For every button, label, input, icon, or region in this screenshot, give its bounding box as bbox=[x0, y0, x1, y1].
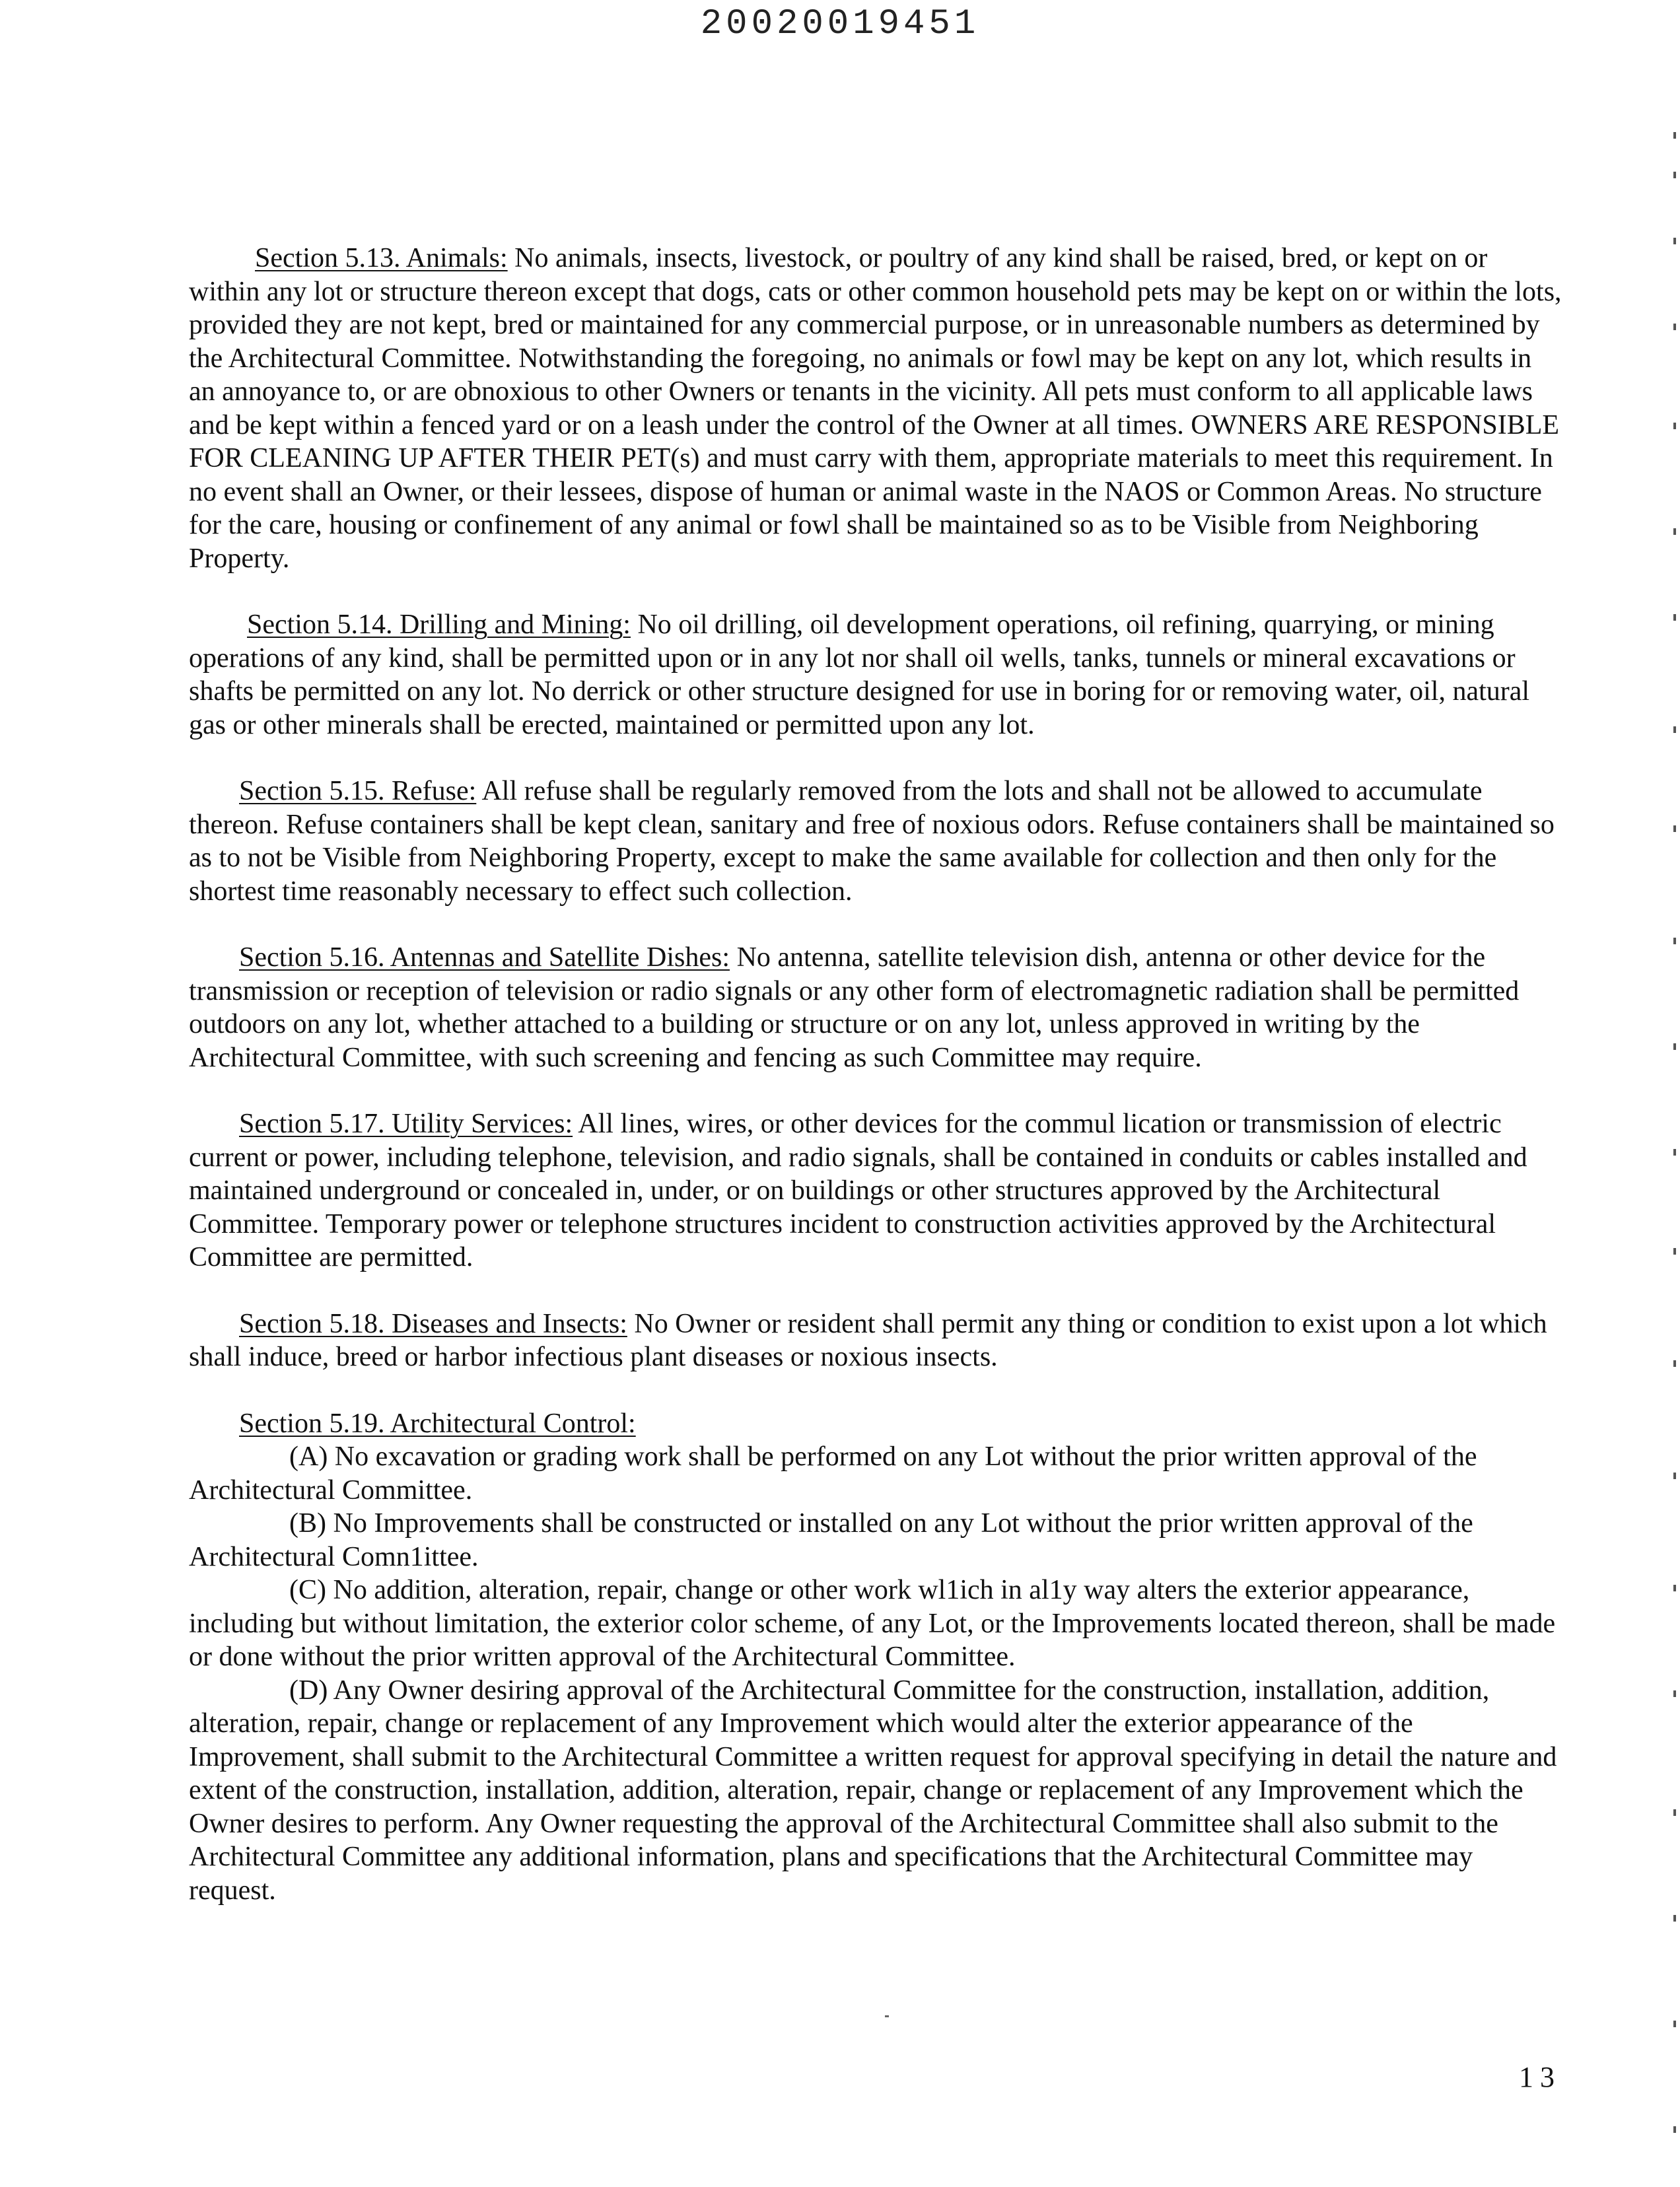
scan-edge-mark bbox=[1673, 1043, 1676, 1050]
scan-edge-marks bbox=[1660, 0, 1680, 2187]
section-5-13 bbox=[189, 242, 1562, 575]
scan-edge-mark bbox=[1673, 324, 1676, 330]
section-5-17 bbox=[189, 1107, 1562, 1274]
section-5-19 bbox=[189, 1407, 1562, 1908]
section-text: All lines, wires, or other devices for the commul lication or transmission of electric current or power, including telephone, television, and radio signals, shall be contained in conduits or cables installed and maintained underground or concealed in, under, or on buildings or other structures approved by the Architectural Committee. Temporary power or telephone structures incident to construction activities approved by the Architectural Committee are permitted. bbox=[189, 1109, 1527, 1272]
scan-edge-mark bbox=[1673, 238, 1676, 244]
section-5-19-heading bbox=[189, 1407, 1562, 1441]
scan-edge-mark bbox=[1673, 423, 1676, 429]
clause-c: (C) No addition, alteration, repair, change or other work wl1ich in al1y way alters the exterior appearance, including but without limitation, the exterior color scheme, of any Lot, or the Improvements located thereon, shall be made or done without the prior written approval of the Architectural Committee. bbox=[189, 1575, 1556, 1672]
clause-a: (A) No excavation or grading work shall be performed on any Lot without the prior written approval of the Architectural Committee. bbox=[189, 1441, 1477, 1506]
section-text: No oil drilling, oil development operations, oil refining, quarrying, or mining operations of any kind, shall be permitted upon or in any lot nor shall oil wells, tanks, tunnels or mineral excavations or shafts be permitted on any lot. No derrick or other structure designed for use in boring for or removing water, oil, natural gas or other minerals shall be erected, maintained or permitted upon any lot. bbox=[189, 609, 1530, 740]
scan-edge-mark bbox=[1673, 528, 1676, 535]
section-heading: Section 5.18. Diseases and Insects: bbox=[239, 1308, 627, 1339]
scan-edge-mark bbox=[1673, 1690, 1676, 1697]
scan-edge-mark bbox=[1673, 614, 1676, 621]
clause-b: (B) No Improvements shall be constructed or installed on any Lot without the prior written approval of the Architectural Comn1ittee. bbox=[189, 1508, 1473, 1572]
section-5-18 bbox=[189, 1307, 1562, 1374]
section-5-15 bbox=[189, 775, 1562, 908]
section-text: No Owner or resident shall permit any thing or condition to exist upon a lot which shall induce, breed or harbor infectious plant diseases or noxious insects. bbox=[189, 1308, 1547, 1372]
scan-edge-mark bbox=[1673, 1360, 1676, 1367]
scan-edge-mark bbox=[1673, 1809, 1676, 1816]
scan-edge-mark bbox=[1673, 1915, 1676, 1922]
scan-edge-mark bbox=[1673, 825, 1676, 832]
scan-edge-mark bbox=[1673, 2021, 1676, 2027]
section-5-14 bbox=[189, 608, 1562, 742]
section-5-16 bbox=[189, 941, 1562, 1074]
clause-d: (D) Any Owner desiring approval of the Architectural Committee for the construction, installation, addition, alteration, repair, change or replacement of any Improvement which would alter the exterior appearance of the Improvement, shall submit to the Architectural Committee a written request for approval specifying in detail the nature and extent of the construction, installation, addition, alteration, repair, change or replacement of any Improvement which the Owner desires to perform. Any Owner requesting the approval of the Architectural Committee shall also submit to the Architectural Committee any additional information, plans and specifications that the Architectural Committee may request. bbox=[189, 1675, 1557, 1906]
section-text: No animals, insects, livestock, or poultry of any kind shall be raised, bred, or kept on or within any lot or structure thereon except that dogs, cats or other common household pets may be kept on or within the lots, provided they are not kept, bred or maintained for any commercial purpose, or in unreasonable numbers as determined by the Architectural Committee. Notwithstanding the foregoing, no animals or fowl may be kept on any lot, which results in an annoyance to, or are obnoxious to other Owners or tenants in the vicinity. All pets must conform to all applicable laws and be kept within a fenced yard or on a leash under the control of the Owner at all times. OWNERS ARE RESPONSIBLE FOR CLEANING UP AFTER THEIR PET(s) and must carry with them, appropriate materials to meet this requirement. In no event shall an Owner, or their lessees, dispose of human or animal waste in the NAOS or Common Areas. No structure for the care, housing or confinement of any animal or fowl shall be maintained so as to be Visible from Neighboring Property. bbox=[189, 243, 1562, 574]
scan-edge-mark bbox=[1673, 132, 1676, 139]
scan-edge-mark bbox=[1673, 1149, 1676, 1156]
section-heading: Section 5.16. Antennas and Satellite Dishes: bbox=[239, 942, 730, 973]
section-heading: Section 5.15. Refuse: bbox=[239, 776, 477, 806]
section-heading: Section 5.13. Animals: bbox=[255, 243, 508, 273]
document-body bbox=[189, 242, 1562, 1907]
document-number: 20020019451 bbox=[700, 4, 980, 44]
scan-edge-mark bbox=[1673, 2126, 1676, 2133]
section-text: No antenna, satellite television dish, antenna or other device for the transmission or reception of television or radio signals or any other form of electromagnetic radiation shall be permitted outdoors on any lot, whether attached to a building or structure or on any lot, unless approved in writing by the Architectural Committee, with such screening and fencing as such Committee may require. bbox=[189, 942, 1520, 1073]
section-heading: Section 5.14. Drilling and Mining: bbox=[247, 609, 631, 640]
section-heading: Section 5.17. Utility Services: bbox=[239, 1109, 573, 1139]
scan-edge-mark bbox=[1673, 1473, 1676, 1479]
scan-edge-mark bbox=[1673, 172, 1676, 178]
section-heading: Section 5.19. Architectural Control: bbox=[239, 1408, 636, 1439]
scan-edge-mark bbox=[1673, 938, 1676, 944]
scan-edge-mark bbox=[1673, 726, 1676, 733]
section-text: All refuse shall be regularly removed from the lots and shall not be allowed to accumulate thereon. Refuse containers shall be kept clean, sanitary and free of noxious odors. Refuse containers shall be maintained so as to not be Visible from Neighboring Property, except to make the same available for collection and then only for the shortest time reasonably necessary to effect such collection. bbox=[189, 776, 1555, 907]
page-number: 13 bbox=[1519, 2061, 1561, 2093]
scan-edge-mark bbox=[1673, 1248, 1676, 1255]
scan-speck bbox=[885, 2015, 889, 2017]
scan-edge-mark bbox=[1673, 1585, 1676, 1591]
